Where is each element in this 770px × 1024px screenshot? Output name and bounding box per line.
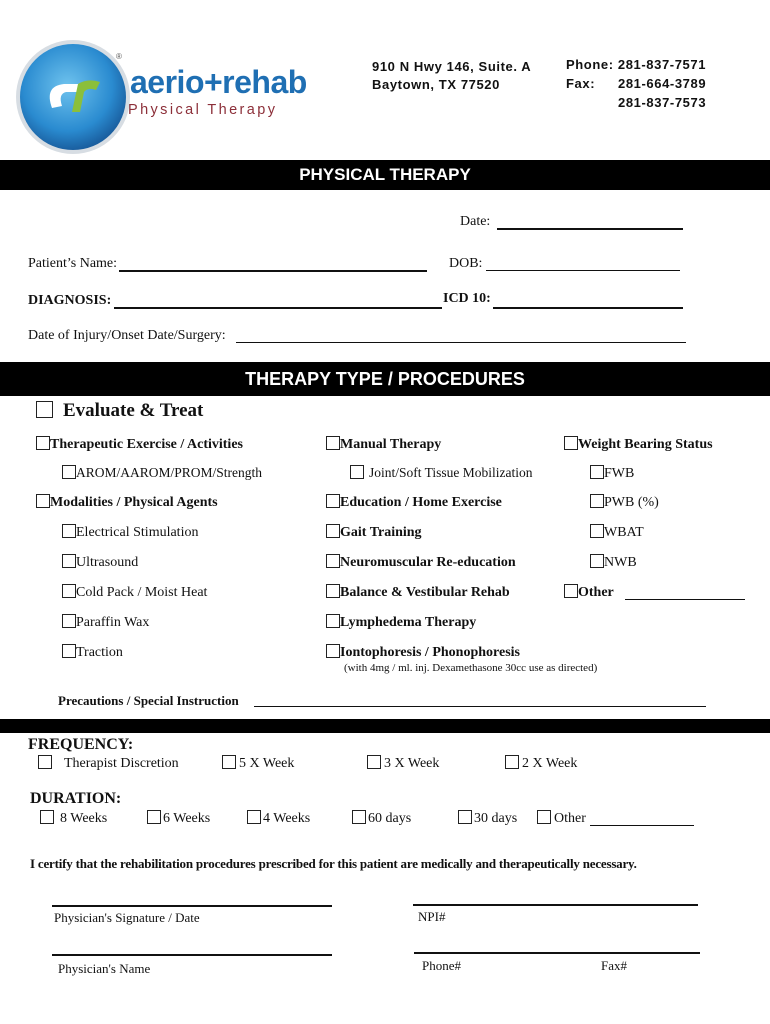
wbat-label: WBAT [604,525,644,540]
phone-number: 281-837-7571 [617,57,707,72]
modalities-label: Modalities / Physical Agents [50,495,218,510]
other-therapy-field[interactable] [625,599,745,600]
manual-therapy-label: Manual Therapy [340,437,442,452]
dob-label: DOB: [449,256,483,271]
iontophoresis-option[interactable] [326,644,520,661]
checkbox[interactable] [36,494,50,508]
duration-option-other[interactable] [537,810,586,827]
therapeutic-exercise-option[interactable] [36,436,243,453]
checkbox[interactable] [222,755,236,769]
cold-pack-option[interactable] [62,584,207,601]
checkbox[interactable] [537,810,551,824]
checkbox[interactable] [36,436,50,450]
nwb-option[interactable] [590,554,637,571]
signature-line[interactable] [52,905,332,907]
checkbox[interactable] [590,465,604,479]
checkbox[interactable] [40,810,54,824]
duration-option-4w[interactable] [247,810,310,827]
other-therapy-label: Other [578,585,614,600]
npi-label: NPI# [418,909,446,924]
paraffin-wax-option[interactable] [62,614,149,631]
checkbox[interactable] [147,810,161,824]
checkbox[interactable] [247,810,261,824]
electrical-stimulation-label: Electrical Stimulation [76,525,199,540]
frequency-label-discretion: Therapist Discretion [64,756,179,771]
education-home-exercise-option[interactable] [326,494,502,511]
checkbox[interactable] [326,524,340,538]
iontophoresis-note: (with 4mg / ml. inj. Dexamethasone 30cc use as directed) [344,662,598,674]
traction-label: Traction [76,645,123,660]
date-field[interactable] [497,228,683,230]
duration-label-60d: 60 days [368,811,412,826]
fax-number-2: 281-837-7573 [618,95,707,110]
ultrasound-option[interactable] [62,554,138,571]
lymphedema-option[interactable] [326,614,476,631]
section-divider-bar [0,719,770,733]
precautions-label: Precautions / Special Instruction [58,693,239,708]
logo [14,38,307,156]
traction-option[interactable] [62,644,123,661]
icd10-label: ICD 10: [443,291,491,306]
physician-fax-label: Fax# [601,958,627,973]
duration-option-6w[interactable] [147,810,210,827]
duration-option-30d[interactable] [458,810,517,827]
duration-label-6w: 6 Weeks [163,811,211,826]
patient-name-field[interactable] [119,270,427,272]
checkbox[interactable] [326,554,340,568]
checkbox[interactable] [564,436,578,450]
diagnosis-label: DIAGNOSIS: [28,293,112,308]
frequency-option-2x[interactable] [505,755,577,772]
neuromuscular-option[interactable] [326,554,516,571]
wbat-option[interactable] [590,524,644,541]
checkbox[interactable] [590,524,604,538]
registered-mark: ® [116,52,122,61]
frequency-option-discretion[interactable] [38,755,179,772]
duration-label-8w: 8 Weeks [60,811,108,826]
certification-statement: I certify that the rehabilitation procedures prescribed for this patient are medically and therapeutically necessary. [30,856,637,871]
frequency-label-2x: 2 X Week [522,756,578,771]
checkbox[interactable] [326,436,340,450]
checkbox[interactable] [505,755,519,769]
checkbox[interactable] [350,465,364,479]
arom-label: AROM/AAROM/PROM/Strength [76,465,263,480]
manual-therapy-option[interactable] [326,436,441,453]
phone-fax-line[interactable] [414,952,700,954]
checkbox[interactable] [326,494,340,508]
logo-sub-text: Physical Therapy [128,102,278,118]
clinic-address [372,58,531,94]
physician-name-label: Physician's Name [58,961,151,976]
checkbox[interactable] [62,524,76,538]
frequency-option-5x[interactable] [222,755,294,772]
patient-name-label: Patient’s Name: [28,256,118,271]
duration-option-8w[interactable] [40,810,107,827]
duration-label-other: Other [554,811,586,826]
arom-option[interactable] [62,465,262,481]
evaluate-treat-option[interactable] [36,400,203,422]
date-label: Date: [460,214,491,229]
balance-vestibular-option[interactable] [326,584,510,601]
joint-mobilization-option[interactable] [350,465,533,481]
fax-label: Fax: [566,76,596,91]
address-line-1: 910 N Hwy 146, Suite. A [372,59,532,74]
fwb-option[interactable] [590,465,634,482]
clinic-contact [566,55,706,112]
evaluate-treat-label: Evaluate & Treat [63,400,204,421]
checkbox[interactable] [326,584,340,598]
icd10-field[interactable] [493,307,683,309]
dob-field[interactable] [486,270,680,271]
duration-other-field[interactable] [590,825,694,826]
checkbox[interactable] [590,494,604,508]
neuromuscular-label: Neuromuscular Re-education [340,555,516,570]
duration-label: DURATION: [30,790,122,807]
fax-number-1: 281-664-3789 [618,76,707,91]
injury-date-field[interactable] [236,342,686,343]
phone-label: Phone: [566,57,614,72]
duration-label-4w: 4 Weeks [263,811,311,826]
address-line-2: Baytown, TX 77520 [372,77,500,92]
checkbox[interactable] [352,810,366,824]
logo-emblem-icon [14,38,132,156]
cold-pack-label: Cold Pack / Moist Heat [76,585,208,600]
duration-option-60d[interactable] [352,810,411,827]
joint-mobilization-label: Joint/Soft Tissue Mobilization [369,465,533,480]
frequency-option-3x[interactable] [367,755,439,772]
logo-brand-text: aerio+rehab [130,64,307,100]
modalities-option[interactable] [36,494,218,511]
npi-line[interactable] [413,904,698,906]
weight-bearing-option[interactable] [564,436,713,453]
checkbox[interactable] [326,614,340,628]
checkbox[interactable] [367,755,381,769]
duration-label-30d: 30 days [474,811,518,826]
diagnosis-field[interactable] [114,307,442,309]
gait-training-option[interactable] [326,524,422,541]
checkbox[interactable] [326,644,340,658]
pwb-label: PWB (%) [604,495,659,510]
frequency-label-3x: 3 X Week [384,756,440,771]
physician-phone-label: Phone# [422,958,461,973]
injury-date-label: Date of Injury/Onset Date/Surgery: [28,328,226,343]
iontophoresis-label: Iontophoresis / Phonophoresis [340,645,520,660]
weight-bearing-label: Weight Bearing Status [578,437,713,452]
section-title-therapy-type: THERAPY TYPE / PROCEDURES [245,369,525,389]
paraffin-wax-label: Paraffin Wax [76,615,150,630]
gait-training-label: Gait Training [340,525,422,540]
education-home-exercise-label: Education / Home Exercise [340,495,502,510]
physician-signature-label: Physician's Signature / Date [54,910,200,925]
balance-vestibular-label: Balance & Vestibular Rehab [340,585,510,600]
physician-name-line[interactable] [52,954,332,956]
other-therapy-option[interactable] [564,584,614,601]
nwb-label: NWB [604,555,637,570]
frequency-label-5x: 5 X Week [239,756,295,771]
precautions-field[interactable] [254,706,706,707]
lymphedema-label: Lymphedema Therapy [340,615,477,630]
checkbox[interactable] [458,810,472,824]
electrical-stimulation-option[interactable] [62,524,198,541]
checkbox[interactable] [590,554,604,568]
checkbox[interactable] [62,584,76,598]
checkbox[interactable] [62,614,76,628]
checkbox[interactable] [62,554,76,568]
therapeutic-exercise-label: Therapeutic Exercise / Activities [50,437,243,452]
pwb-option[interactable] [590,494,659,511]
frequency-label: FREQUENCY: [28,736,134,753]
ultrasound-label: Ultrasound [76,555,139,570]
checkbox[interactable] [62,644,76,658]
checkbox[interactable] [38,755,52,769]
checkbox[interactable] [62,465,76,479]
checkbox[interactable] [564,584,578,598]
fwb-label: FWB [604,466,635,481]
section-title-physical-therapy: PHYSICAL THERAPY [299,165,471,184]
evaluate-treat-checkbox[interactable] [36,401,53,418]
